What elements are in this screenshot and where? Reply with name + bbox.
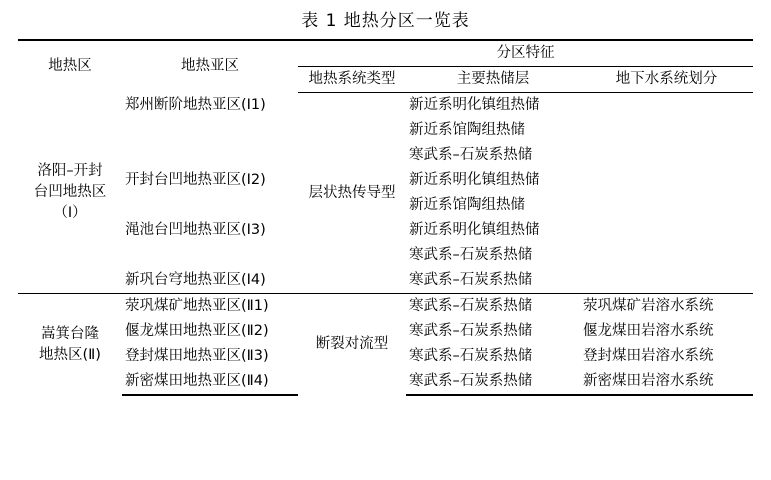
water-system-cell: 新密煤田岩溶水系统 — [580, 369, 753, 395]
header-subzone: 地热亚区 — [122, 40, 298, 93]
zone-line: （Ⅰ） — [53, 205, 87, 222]
subzone-cell — [122, 118, 298, 143]
table-row — [18, 93, 753, 119]
water-system-cell — [580, 268, 753, 294]
water-system-cell — [580, 168, 753, 193]
geothermal-zoning-table — [18, 39, 753, 396]
reservoir-cell: 寒武系–石炭系热储 — [406, 369, 580, 395]
zone-line: 地热区(Ⅱ) — [39, 346, 101, 363]
subzone-cell: 开封台凹地热亚区(Ⅰ2) — [125, 172, 266, 189]
reservoir-cell: 寒武系–石炭系热储 — [409, 272, 533, 289]
reservoir-cell: 新近系明化镇组热储 — [409, 97, 540, 114]
header-system-type: 地热系统类型 — [298, 67, 406, 93]
subzone-cell: 新密煤田地热亚区(Ⅱ4) — [122, 369, 298, 395]
header-zone: 地热区 — [18, 40, 122, 93]
zone-line: 台凹地热区 — [33, 184, 107, 201]
subzone-cell: 偃龙煤田地热亚区(Ⅱ2) — [125, 323, 269, 340]
reservoir-cell: 新近系明化镇组热储 — [409, 222, 540, 239]
reservoir-cell: 新近系明化镇组热储 — [409, 172, 540, 189]
reservoir-cell: 新近系馆陶组热储 — [409, 197, 525, 214]
water-system-cell — [580, 93, 753, 119]
zone-line: 嵩箕台隆 — [41, 325, 99, 342]
system-type-cell-2: 断裂对流型 — [298, 294, 406, 396]
reservoir-cell: 新近系馆陶组热储 — [409, 122, 525, 139]
reservoir-cell: 寒武系–石炭系热储 — [409, 348, 533, 365]
table-header-row-1 — [18, 40, 753, 67]
subzone-cell: 登封煤田地热亚区(Ⅱ3) — [125, 348, 269, 365]
zone-line: 洛阳–开封 — [37, 163, 103, 180]
zone-cell-2 — [18, 294, 122, 396]
water-system-cell — [580, 218, 753, 243]
water-system-cell: 偃龙煤田岩溶水系统 — [583, 323, 714, 340]
subzone-cell — [122, 143, 298, 168]
header-main-reservoir: 主要热储层 — [406, 67, 580, 93]
water-system-cell — [580, 193, 753, 218]
water-system-cell — [580, 243, 753, 268]
subzone-cell: 荥巩煤矿地热亚区(Ⅱ1) — [122, 294, 298, 320]
system-type-cell-1: 层状热传导型 — [308, 184, 396, 201]
water-system-cell: 荥巩煤矿岩溶水系统 — [580, 294, 753, 320]
header-groundwater-system: 地下水系统划分 — [580, 67, 753, 93]
subzone-cell — [122, 243, 298, 268]
water-system-cell — [580, 143, 753, 168]
reservoir-cell: 寒武系–石炭系热储 — [409, 323, 533, 340]
subzone-cell — [122, 193, 298, 218]
table-title: 表 1 地热分区一览表 — [301, 11, 470, 31]
water-system-cell: 登封煤田岩溶水系统 — [583, 348, 714, 365]
subzone-cell: 渑池台凹地热亚区(Ⅰ3) — [125, 222, 266, 239]
reservoir-cell: 寒武系–石炭系热储 — [409, 147, 533, 164]
reservoir-cell: 寒武系–石炭系热储 — [409, 247, 533, 264]
header-features-group: 分区特征 — [298, 40, 753, 67]
zone-cell-1 — [18, 93, 122, 294]
table-row — [18, 294, 753, 320]
water-system-cell — [580, 118, 753, 143]
reservoir-cell: 寒武系–石炭系热储 — [406, 294, 580, 320]
subzone-cell: 郑州断阶地热亚区(Ⅰ1) — [125, 96, 266, 113]
subzone-cell: 新巩台穹地热亚区(Ⅰ4) — [125, 272, 266, 289]
